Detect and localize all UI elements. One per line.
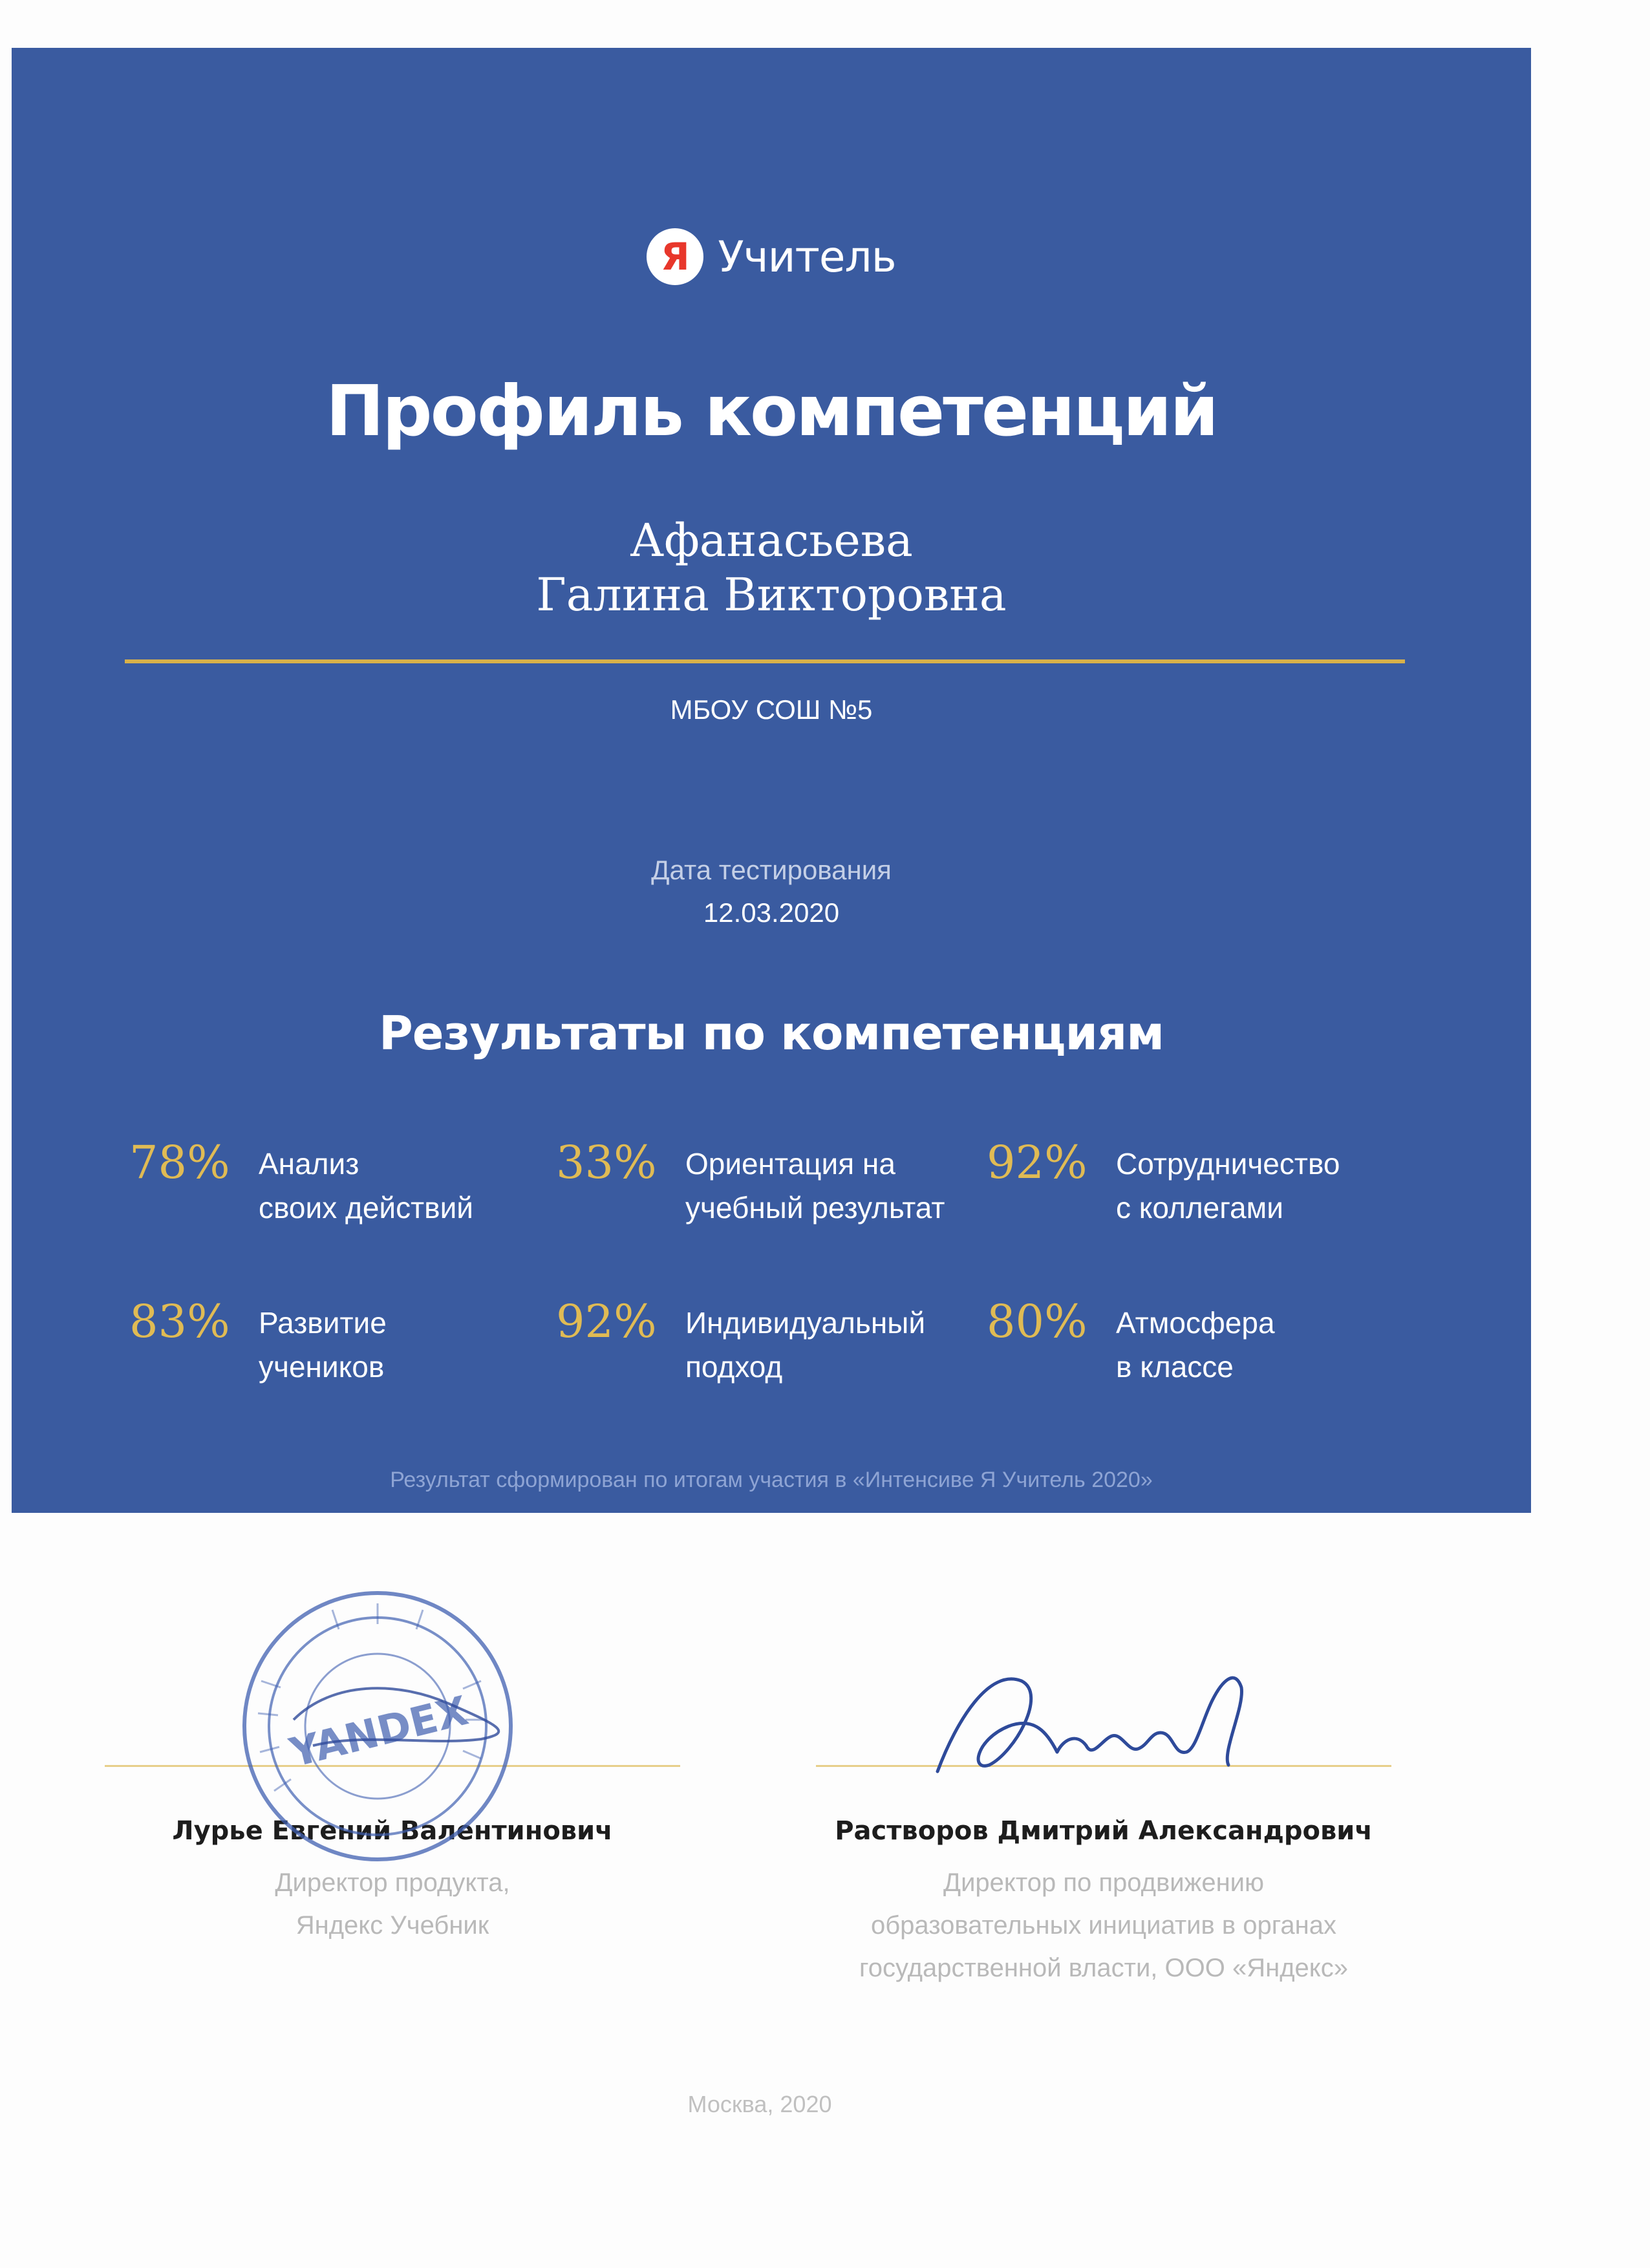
person-given-names: Галина Викторовна	[536, 568, 1007, 621]
signatory-position: Директор продукта, Яндекс Учебник	[275, 1868, 510, 1940]
competency-label: Атмосфера в классе	[1116, 1306, 1275, 1384]
competency-item	[556, 1137, 945, 1230]
school-name: МБОУ СОШ №5	[670, 694, 873, 725]
competency-percent: 80%	[987, 1295, 1088, 1348]
competency-label: Сотрудничество с коллегами	[1116, 1147, 1340, 1225]
company-stamp	[235, 1584, 520, 1868]
result-footnote: Результат сформирован по итогам участия в «Интенсиве Я Учитель 2020»	[390, 1468, 1153, 1492]
competency-label: Ориентация на учебный результат	[685, 1147, 945, 1225]
person-surname: Афанасьева	[630, 514, 913, 567]
signatory-right	[816, 1765, 1391, 1989]
competency-item	[129, 1137, 473, 1230]
competency-percent: 78%	[129, 1136, 230, 1189]
yandex-teacher-logo	[12, 221, 1531, 292]
signatory-name: Растворов Дмитрий Александрович	[835, 1816, 1373, 1846]
person-name	[12, 513, 1531, 622]
signatory-name: Лурье Евгений Валентинович	[172, 1816, 613, 1846]
logo-text: Учитель	[718, 231, 896, 282]
competency-item	[987, 1137, 1340, 1230]
competency-percent: 33%	[556, 1136, 657, 1189]
test-date-label: Дата тестирования	[651, 855, 892, 885]
results-title: Результаты по компетенциям	[378, 1006, 1164, 1060]
footer-location-year: Москва, 2020	[687, 2091, 832, 2117]
competency-item	[129, 1296, 387, 1389]
test-date-value: 12.03.2020	[703, 897, 840, 928]
competency-percent: 92%	[556, 1295, 657, 1348]
competency-label: Индивидуальный подход	[685, 1306, 926, 1384]
competency-item	[987, 1296, 1275, 1389]
page-title: Профиль компетенций	[325, 371, 1217, 452]
stamp-text: YANDEX	[285, 1686, 473, 1777]
competency-percent: 83%	[129, 1295, 230, 1348]
yandex-logo-icon: Я	[647, 228, 703, 285]
handwritten-signature	[918, 1642, 1267, 1797]
competency-label: Анализ своих действий	[259, 1147, 473, 1225]
signatory-position: Директор по продвижению образовательных инициатив в органах государственной власти, ООО «Яндекс»	[859, 1868, 1348, 1982]
gold-divider	[125, 659, 1405, 663]
competency-label: Развитие учеников	[259, 1306, 387, 1384]
certificate-panel	[12, 48, 1531, 1513]
competency-percent: 92%	[987, 1136, 1088, 1189]
competency-item	[556, 1296, 925, 1389]
